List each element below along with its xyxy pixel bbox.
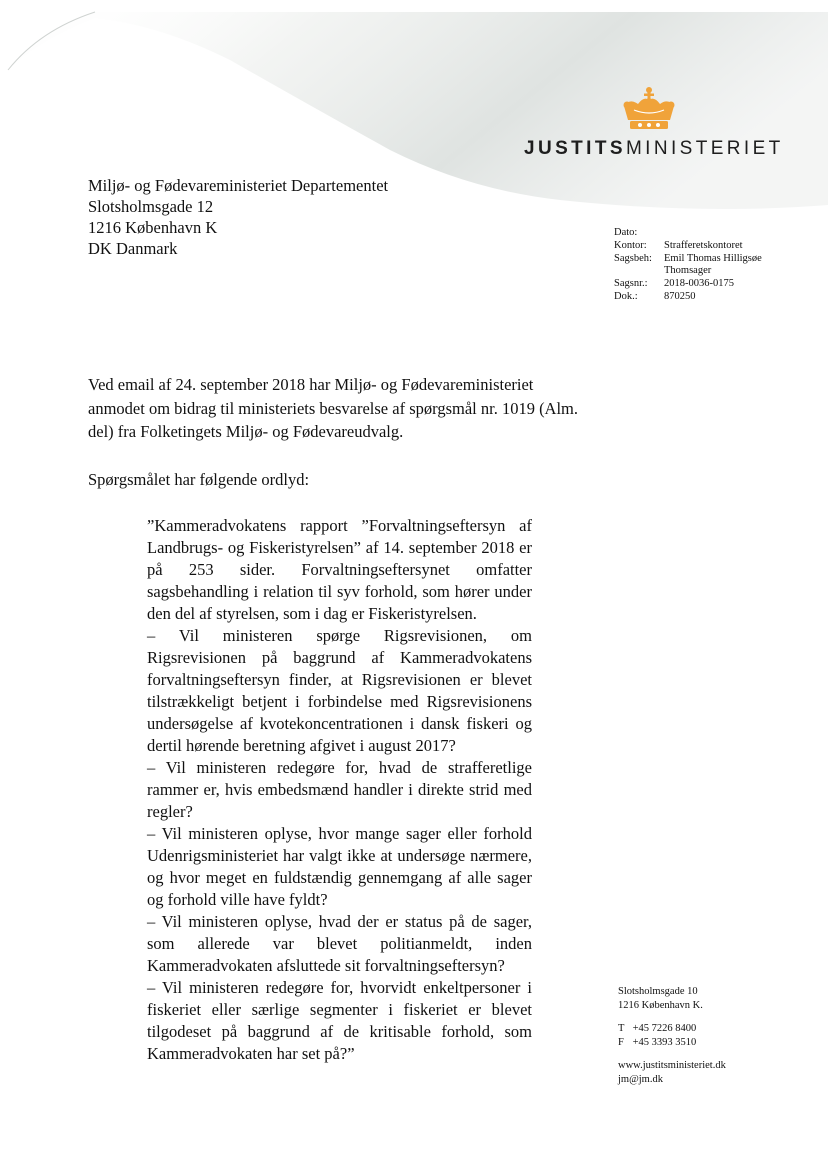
office-value: Strafferetskontoret xyxy=(664,239,743,251)
office-label: Kontor: xyxy=(614,239,647,251)
recipient-line: Slotsholmsgade 12 xyxy=(88,197,214,216)
document-label: Dok.: xyxy=(614,290,638,302)
document-value: 870250 xyxy=(664,290,696,302)
quote-paragraph: – Vil ministeren redegøre for, hvorvidt enkeltpersoner i fiskeriet eller særlige segmenter i fiskeriet er blevet tilgodeset på baggrund af de kritisable forhold, som Kammeradvokaten har set på?” xyxy=(147,978,532,1063)
case-metadata xyxy=(614,227,762,304)
handler-value: Emil Thomas Hilligsøe xyxy=(664,252,762,264)
recipient-address xyxy=(88,175,388,259)
website-link[interactable]: www.justitsministeriet.dk xyxy=(618,1060,726,1071)
quote-paragraph: – Vil ministeren redegøre for, hvad de strafferetlige rammer er, hvis embedsmænd handler i direkte strid med regler? xyxy=(147,758,532,821)
handler-value-cont: Thomsager xyxy=(664,265,712,277)
quote-paragraph: – Vil ministeren spørge Rigsrevisionen, om Rigsrevisionen på baggrund af Kammeradvokatens forvaltningseftersyn finder, at Rigsrevisionen er blevet tilstrækkeligt betjent i forbindelse med Rigsrevisionens undersøgelse af kvotekoncentrationen i dansk fiskeri og dertil hørende beretning afgivet i august 2017? xyxy=(147,626,532,755)
date-label: Dato: xyxy=(614,227,638,238)
recipient-line: Miljø- og Fødevareministeriet Departementet xyxy=(88,176,389,195)
recipient-line: 1216 København K xyxy=(88,218,218,237)
fax-label: F xyxy=(618,1036,624,1048)
ministry-logo xyxy=(524,86,784,166)
ministry-contact-footer xyxy=(618,985,726,1086)
intro-paragraph: Ved email af 24. september 2018 har Miljø- og Fødevareministeriet anmodet om bidrag til ministeriets besvarelse af spørgsmål nr. 1019 (Alm. del) fra Folketingets Miljø- og Fødevareudvalg. xyxy=(88,375,579,441)
quote-paragraph: ”Kammeradvokatens rapport ”Forvaltningseftersyn af Landbrugs- og Fiskeristyrelsen” af 14. september 2018 er på 253 sider. Forvaltningseftersynet omfatter sagsbehandling i relation til syv forhold, som hører under den del af styrelsen, som i dag er Fiskeristyrelsen. xyxy=(147,516,532,623)
crown-icon xyxy=(620,86,678,134)
question-quote xyxy=(147,515,532,1065)
quote-paragraph: – Vil ministeren oplyse, hvor mange sager eller forhold Udenrigsministeriet har valgt ikke at undersøge nærmere, og hvor meget en fuldstændig gennemgang af alle sager og forhold ville have fyldt? xyxy=(147,824,532,909)
phone-row xyxy=(618,1022,726,1036)
phone-label: T xyxy=(618,1023,625,1034)
footer-address-line: Slotsholmsgade 10 xyxy=(618,986,698,997)
email-link[interactable]: jm@jm.dk xyxy=(618,1073,663,1085)
case-number-value: 2018-0036-0175 xyxy=(664,278,734,290)
quote-paragraph: – Vil ministeren oplyse, hvad der er status på de sager, som allerede var blevet politianmeldt, inden Kammeradvokaten afsluttede sit forvaltningseftersyn? xyxy=(147,912,532,975)
fax-row xyxy=(618,1036,726,1050)
recipient-line: DK Danmark xyxy=(88,239,178,258)
ministry-wordmark: JUSTITSMINISTERIET xyxy=(524,138,784,159)
case-number-label: Sagsnr.: xyxy=(614,278,648,290)
footer-address-line: 1216 København K. xyxy=(618,999,703,1011)
phone-value: +45 7226 8400 xyxy=(632,1023,697,1034)
date-value xyxy=(664,227,762,240)
handler-label: Sagsbeh: xyxy=(614,252,652,264)
question-intro: Spørgsmålet har følgende ordlyd: xyxy=(88,470,310,489)
letter-intro xyxy=(88,373,593,444)
fax-value: +45 3393 3510 xyxy=(632,1036,697,1048)
